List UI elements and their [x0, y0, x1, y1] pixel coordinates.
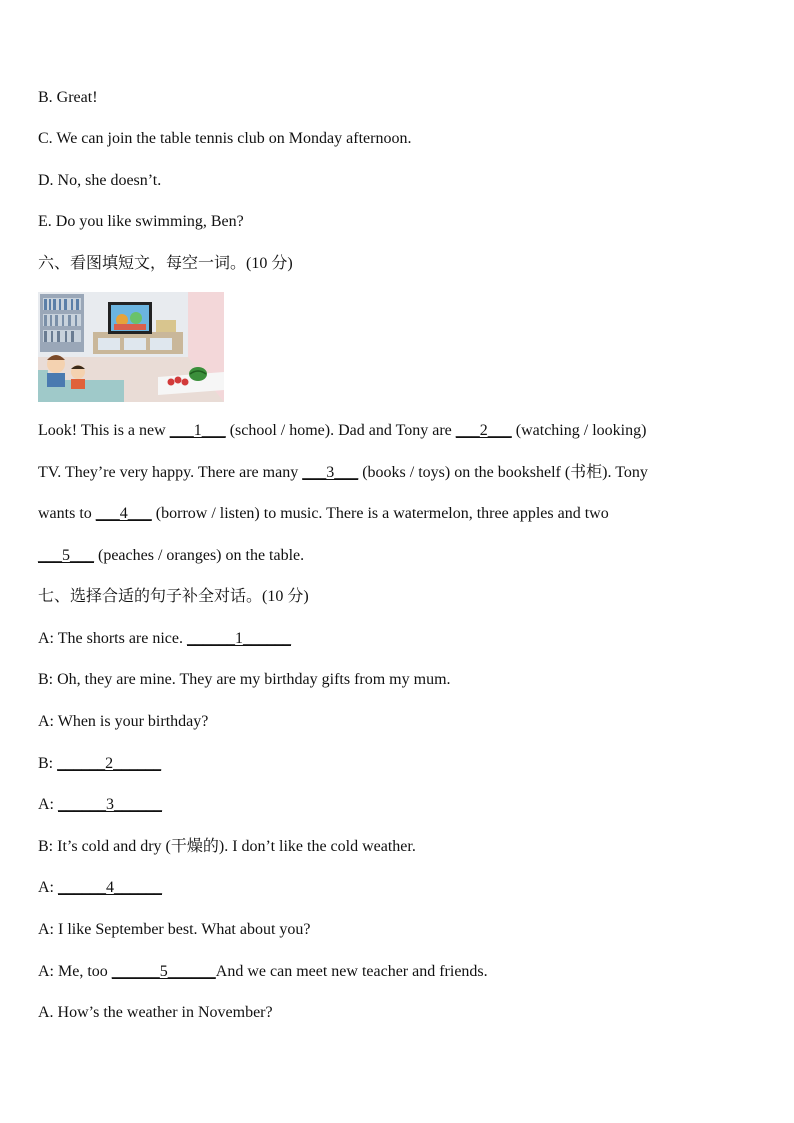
living-room-illustration [38, 292, 224, 402]
blank-3: ___3___ [302, 464, 359, 481]
text: A: The shorts are nice. [38, 630, 187, 647]
text: (borrow / listen) to music. There is a watermelon, three apples and two [151, 505, 609, 522]
option-c: C. We can join the table tennis club on Monday afternoon. [38, 130, 412, 147]
text: wants to [38, 505, 96, 522]
dialog-line-9 [38, 962, 488, 982]
text: TV. They’re very happy. There are many [38, 464, 303, 481]
text: (books / toys) on the bookshelf (书柜). Tony [358, 464, 648, 481]
bookshelf-icon [40, 294, 84, 352]
section6-line-2 [38, 463, 648, 483]
section6-line-4 [38, 546, 304, 566]
option-e: E. Do you like swimming, Ben? [38, 213, 244, 230]
text: A: [38, 879, 58, 896]
dialog-line-4 [38, 754, 161, 774]
blank-3: ______3______ [58, 796, 162, 813]
text: (peaches / oranges) on the table. [94, 547, 305, 564]
section6-line-1 [38, 421, 646, 441]
option-a: A. How’s the weather in November? [38, 1004, 273, 1021]
text: And we can meet new teacher and friends. [215, 963, 488, 980]
section6-line-3 [38, 504, 609, 524]
text: A: Me, too [38, 963, 112, 980]
blank-4: ______4______ [58, 879, 162, 896]
dialog-line-5 [38, 795, 162, 815]
section6-heading: 六、看图填短文，每空一词。(10 分) [38, 255, 293, 272]
text: Look! This is a new [38, 422, 170, 439]
dialog-line-1 [38, 629, 291, 649]
text: (school / home). Dad and Tony are [225, 422, 456, 439]
section7-heading: 七、选择合适的句子补全对话。(10 分) [38, 588, 309, 605]
blank-2: ___2___ [455, 422, 512, 439]
blank-2: ______2______ [57, 755, 162, 772]
dialog-line-3: A: When is your birthday? [38, 713, 209, 730]
text: B: [38, 755, 58, 772]
dialog-line-2: B: Oh, they are mine. They are my birthday gifts from my mum. [38, 671, 451, 688]
text: (watching / looking) [511, 422, 647, 439]
option-d: D. No, she doesn’t. [38, 172, 162, 189]
blank-1: ______1______ [187, 630, 291, 647]
blank-1: ___1___ [169, 422, 226, 439]
dialog-line-8: A: I like September best. What about you? [38, 921, 311, 938]
dialog-line-7 [38, 878, 162, 898]
blank-5: ___5___ [38, 547, 94, 564]
dialog-line-6: B: It’s cold and dry (干燥的). I don’t like the cold weather. [38, 838, 416, 855]
blank-4: ___4___ [95, 505, 152, 522]
option-b: B. Great! [38, 89, 98, 106]
blank-5: ______5______ [111, 963, 216, 980]
text: A: [38, 796, 58, 813]
tv-icon [108, 302, 152, 334]
